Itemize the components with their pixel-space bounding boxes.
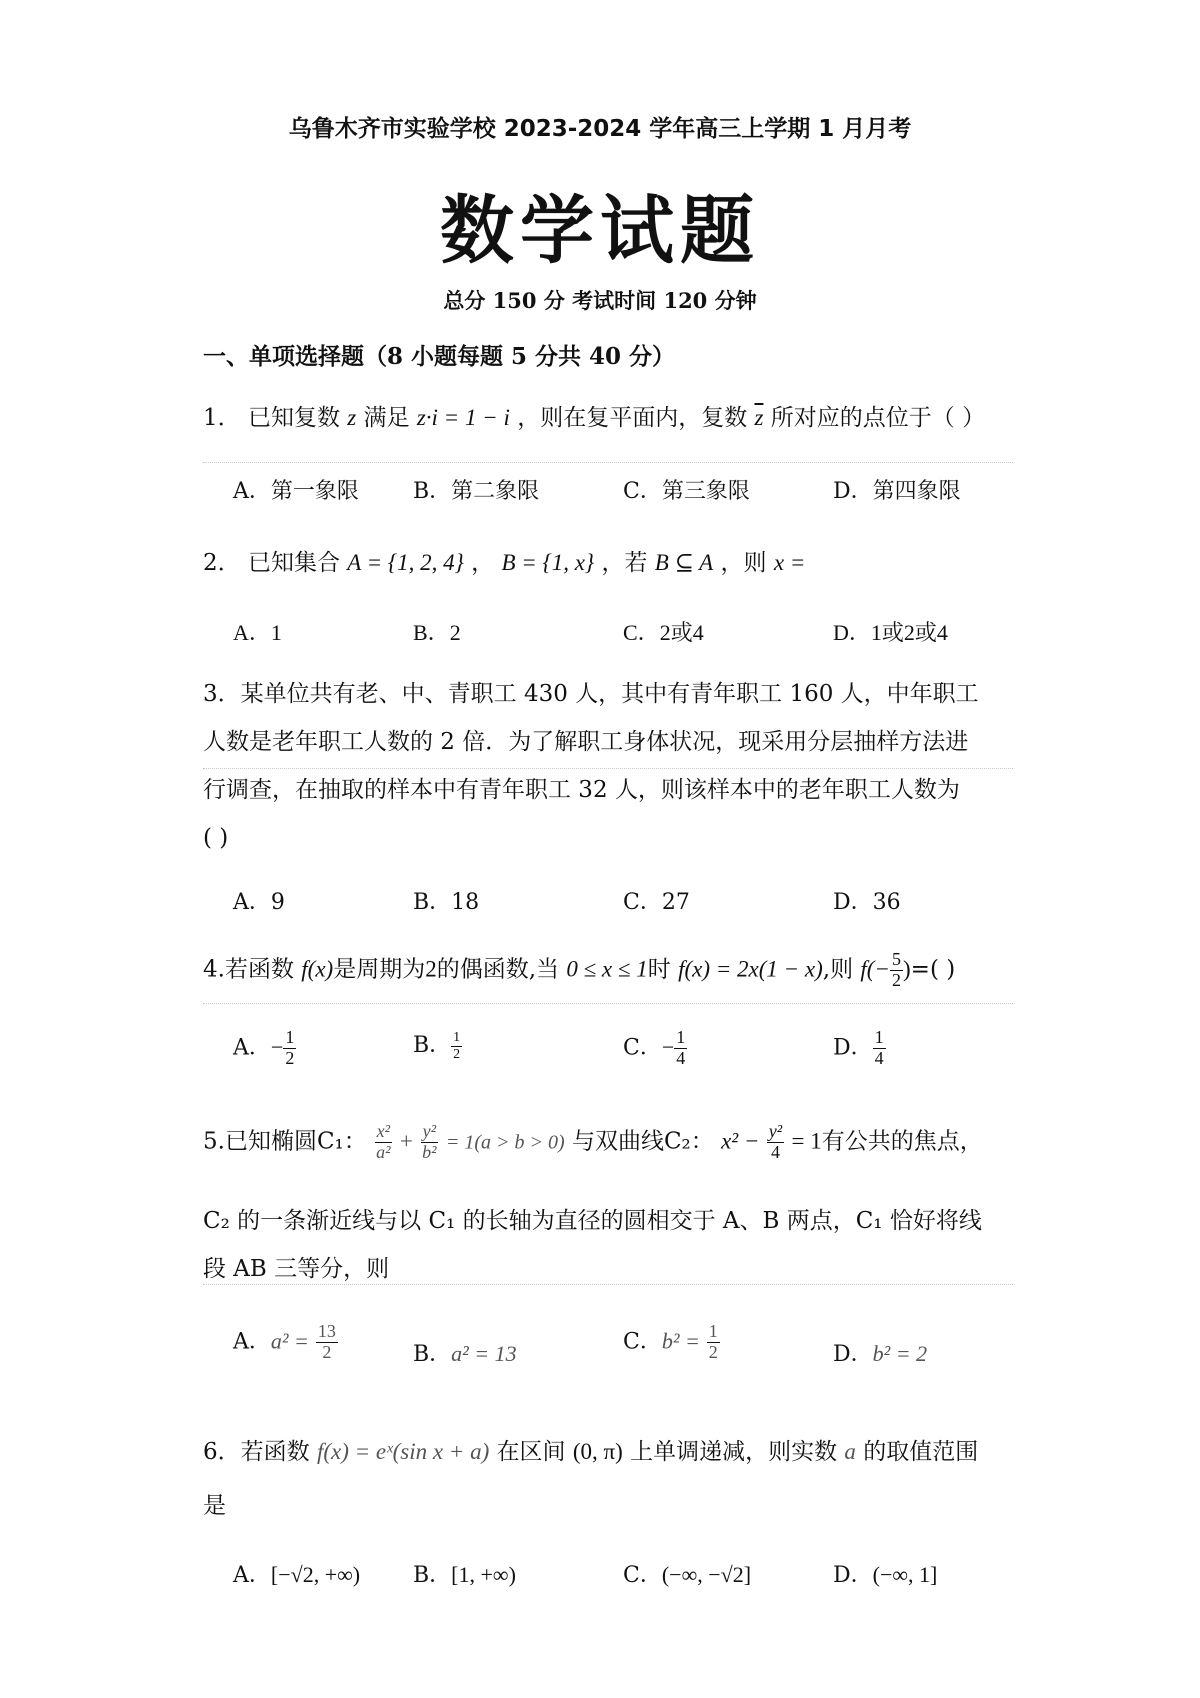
question-2 (203, 544, 805, 577)
question-3 (203, 670, 979, 862)
option-a: A．第一象限 (233, 479, 359, 504)
math-expression: = 1 (791, 1128, 822, 1154)
question-text: 时 (647, 956, 671, 983)
option-c: C．27 (623, 890, 690, 915)
math-operator: + (399, 1128, 413, 1154)
section-heading: 一、单项选择题（8 小题每题 5 分共 40 分） (203, 343, 676, 370)
option-d: D．(−∞, 1] (833, 1562, 938, 1588)
question-5-line-3: 段 AB 三等分，则 (203, 1256, 390, 1282)
math-expression: f(x) = eˣ(sin x + a) (316, 1439, 490, 1464)
fraction: $\frac{\text{y²}}{\text{b²}}$ (422, 1121, 437, 1162)
question-number: 1． (203, 405, 241, 431)
option-d: D．36 (833, 890, 901, 915)
dotted-divider (203, 462, 1013, 463)
dotted-divider (203, 1284, 1013, 1285)
option-b: B．[1, +∞) (413, 1562, 516, 1588)
math-expression: f(x) = 2x(1 − x) (678, 956, 823, 982)
answer-blank: ( ) (203, 825, 229, 851)
option-d: D． $\frac{1}{4}$ (833, 1027, 884, 1068)
question-text: 行调查，在抽取的样本中有青年职工 32 人，则该样本中的老年职工人数为 (203, 777, 960, 803)
option-b: B．第二象限 (413, 479, 540, 504)
question-number: 5. (203, 1128, 225, 1155)
question-text: 的偶函数,当 (436, 956, 559, 983)
question-number: 2． (203, 550, 241, 576)
math-expression: 0 ≤ x ≤ 1 (566, 956, 648, 982)
option-c: C．第三象限 (623, 479, 750, 504)
question-text: 与双曲线C₂： (571, 1128, 714, 1155)
question-text: 在区间 (496, 1439, 566, 1465)
question-text: 某单位共有老、中、青职工 430 人，其中有青年职工 160 人，中年职工 (240, 681, 979, 707)
question-4 (203, 950, 955, 991)
option-a: A．− $\frac{1}{2}$ (233, 1027, 295, 1068)
math-number: 2 (425, 956, 437, 982)
question-text: 若函数 (240, 1439, 310, 1465)
math-expression: x² − (721, 1128, 760, 1154)
question-number: 6． (203, 1439, 241, 1465)
question-text: 人数是老年职工人数的 2 倍．为了解职工身体状况，现采用分层抽样方法进 (203, 729, 969, 755)
question-text: ，则 (720, 550, 767, 576)
question-number: 4. (203, 956, 225, 983)
math-expression: z·i = 1 − i (416, 405, 510, 430)
math-expression: B ⊆ A (654, 550, 714, 575)
question-text: 上单调递减，则实数 (630, 1439, 838, 1465)
question-text: ， (471, 550, 495, 576)
question-text: 是周期为 (333, 956, 426, 983)
question-text: 满足 (363, 405, 410, 431)
question-text: 有公共的焦点， (821, 1128, 983, 1155)
option-c: C．2或4 (623, 620, 704, 645)
option-b: B．2 (413, 620, 461, 645)
option-b: B．a² = 13 (413, 1341, 517, 1367)
option-b: B．18 (413, 890, 480, 915)
math-var: z (347, 405, 357, 430)
option-c: C．b² = $\frac{1}{2}$ (623, 1321, 718, 1362)
question-1 (203, 399, 985, 432)
question-text: ,则 (822, 956, 854, 983)
question-text: 的取值范围 (863, 1439, 979, 1465)
math-expression: A = {1, 2, 4} (347, 550, 464, 575)
question-6-line-2: 是 (203, 1493, 226, 1519)
question-text: 若函数 (224, 956, 294, 983)
dotted-divider (203, 1003, 1013, 1004)
fraction: $\frac{\text{y²}}{4}$ (768, 1121, 783, 1162)
score-time-line: 总分 150 分 考试时间 120 分钟 (443, 288, 757, 313)
option-d: D．第四象限 (833, 479, 961, 504)
option-d: D．b² = 2 (833, 1341, 928, 1367)
question-5-line-2: C₂ 的一条渐近线与以 C₁ 的长轴为直径的圆相交于 A、B 两点，C₁ 恰好将线 (203, 1208, 982, 1234)
option-a: A．1 (233, 620, 282, 645)
question-text: 已知集合 (247, 550, 340, 576)
math-paren: ) (903, 956, 911, 982)
question-text: ，则在复平面内，复数 (517, 405, 748, 431)
math-expression: f(x) (301, 956, 334, 982)
exam-title: 数学试题 (440, 188, 760, 274)
math-conjugate: $\overline{z}$ (754, 405, 764, 430)
option-a: A．9 (233, 890, 285, 915)
fraction: $\frac{\text{x²}}{\text{a²}}$ (376, 1121, 391, 1162)
math-expression: = 1(a > b > 0) (445, 1131, 565, 1154)
exam-subtitle: 乌鲁木齐市实验学校 2023-2024 学年高三上学期 1 月月考 (288, 116, 912, 142)
answer-blank: =( ) (910, 956, 956, 983)
dotted-divider (203, 768, 1013, 769)
question-5 (203, 1122, 983, 1163)
math-expression: B = {1, x} (501, 550, 595, 575)
option-a: A．[−√2, +∞) (233, 1562, 361, 1588)
math-expression: x = (773, 550, 806, 575)
math-var: a (844, 1439, 856, 1464)
fraction: $\frac{5}{2}$ (892, 949, 901, 990)
option-c: C．− $\frac{1}{4}$ (623, 1027, 686, 1068)
question-6 (203, 1433, 978, 1466)
question-number: 3． (203, 681, 241, 707)
option-b: B． $\frac{1}{2}$ (413, 1030, 461, 1062)
math-expression: (0, π) (572, 1439, 623, 1464)
question-text: 已知复数 (247, 405, 340, 431)
option-d: D．1或2或4 (833, 620, 948, 645)
option-a: A．a² = $\frac{13}{2}$ (233, 1321, 336, 1362)
question-text: 已知椭圆C₁： (224, 1128, 367, 1155)
question-text: ，若 (601, 550, 648, 576)
question-text: 所对应的点位于（ ） (770, 405, 986, 431)
option-c: C．(−∞, −√2] (623, 1562, 752, 1588)
math-expression: f(− (860, 956, 890, 982)
